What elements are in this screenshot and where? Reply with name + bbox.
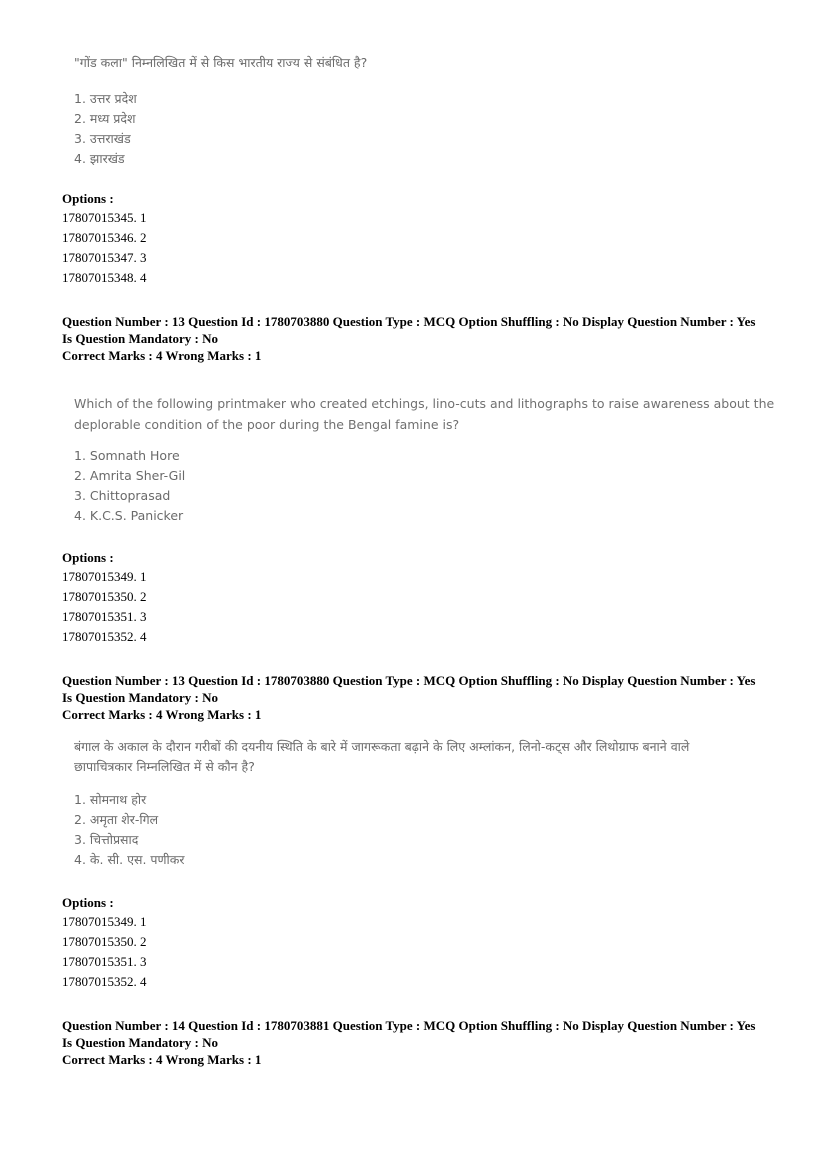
choice-item: 2. Amrita Sher-Gil	[74, 468, 186, 483]
meta-line: Is Question Mandatory : No	[62, 690, 219, 705]
option-line: 17807015348. 4	[62, 270, 147, 285]
choice-item: 3. चित्तोप्रसाद	[74, 832, 139, 847]
options-label: Options :	[62, 895, 114, 910]
question-text: deplorable condition of the poor during the Bengal famine is?	[74, 417, 460, 432]
meta-line: Correct Marks : 4 Wrong Marks : 1	[62, 1052, 262, 1067]
choice-item: 3. Chittoprasad	[74, 488, 171, 503]
question-meta	[62, 672, 782, 723]
options-label: Options :	[62, 550, 114, 565]
question-meta	[62, 1017, 782, 1068]
option-line: 17807015350. 2	[62, 934, 147, 949]
question-image	[74, 737, 774, 870]
question-text: Which of the following printmaker who created etchings, lino-cuts and lithographs to raise awareness about the	[74, 396, 775, 411]
meta-line: Question Number : 13 Question Id : 1780703880 Question Type : MCQ Option Shuffling : No Display Question Number : Yes	[62, 314, 756, 329]
choice-item: 3. उत्तराखंड	[74, 131, 131, 146]
choice-item: 1. Somnath Hore	[74, 448, 180, 463]
option-line: 17807015345. 1	[62, 210, 147, 225]
choice-item: 4. K.C.S. Panicker	[74, 508, 184, 523]
choice-item: 1. सोमनाथ होर	[74, 792, 147, 807]
meta-line: Is Question Mandatory : No	[62, 331, 219, 346]
choice-item: 1. उत्तर प्रदेश	[74, 91, 137, 106]
meta-line: Correct Marks : 4 Wrong Marks : 1	[62, 707, 262, 722]
option-line: 17807015352. 4	[62, 629, 147, 644]
meta-line: Question Number : 13 Question Id : 1780703880 Question Type : MCQ Option Shuffling : No Display Question Number : Yes	[62, 673, 756, 688]
choice-item: 4. के. सी. एस. पणीकर	[74, 852, 185, 867]
choice-item: 4. झारखंड	[74, 151, 125, 166]
choice-list	[74, 446, 774, 526]
question-text: "गोंड कला" निम्नलिखित में से किस भारतीय राज्य से संबंधित है?	[74, 55, 368, 70]
question-image	[74, 53, 367, 169]
choice-list	[74, 89, 367, 169]
options-label: Options :	[62, 191, 114, 206]
question-meta	[62, 313, 782, 364]
option-line: 17807015349. 1	[62, 914, 147, 929]
choice-item: 2. मध्य प्रदेश	[74, 111, 136, 126]
option-line: 17807015346. 2	[62, 230, 147, 245]
option-line: 17807015351. 3	[62, 954, 147, 969]
choice-item: 2. अमृता शेर-गिल	[74, 812, 159, 827]
choice-list	[74, 790, 774, 870]
meta-line: Correct Marks : 4 Wrong Marks : 1	[62, 348, 262, 363]
option-line: 17807015351. 3	[62, 609, 147, 624]
meta-line: Question Number : 14 Question Id : 1780703881 Question Type : MCQ Option Shuffling : No Display Question Number : Yes	[62, 1018, 756, 1033]
question-image	[74, 393, 774, 526]
option-line: 17807015352. 4	[62, 974, 147, 989]
option-line: 17807015349. 1	[62, 569, 147, 584]
option-line: 17807015347. 3	[62, 250, 147, 265]
meta-line: Is Question Mandatory : No	[62, 1035, 219, 1050]
option-line: 17807015350. 2	[62, 589, 147, 604]
question-text: बंगाल के अकाल के दौरान गरीबों की दयनीय स्थिति के बारे में जागरूकता बढ़ाने के लिए अम्लांकन, लिनो-कट्स और लिथोग्राफ बनाने वाले	[74, 739, 690, 754]
question-text: छापाचित्रकार निम्नलिखित में से कौन है?	[74, 759, 255, 774]
